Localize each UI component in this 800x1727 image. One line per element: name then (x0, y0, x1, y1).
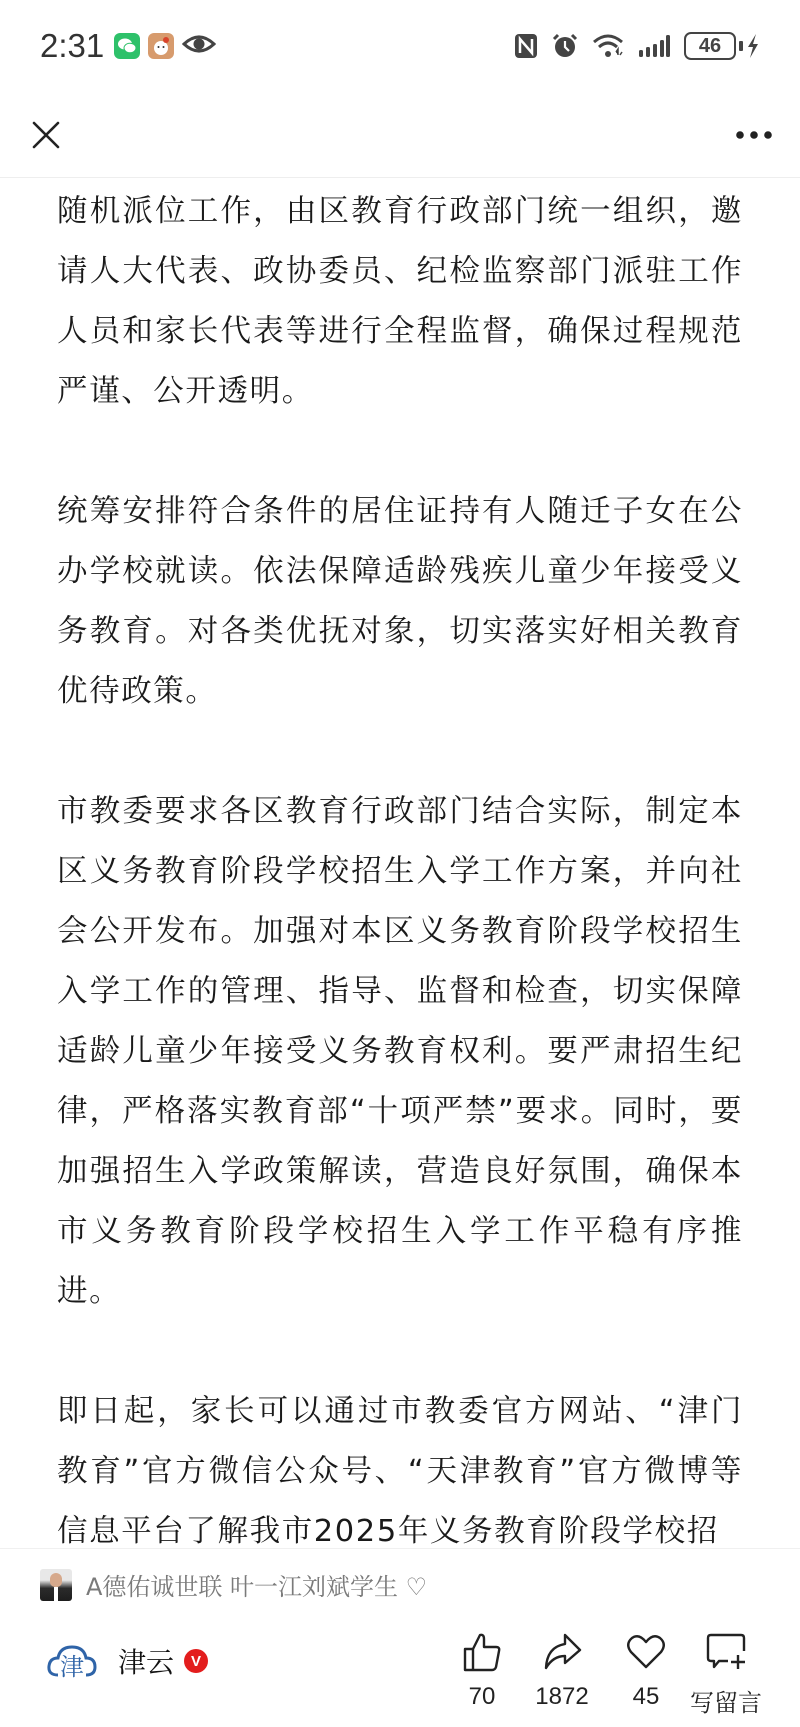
publisher-name: 津云 (118, 1646, 175, 1679)
nfc-icon (514, 33, 538, 59)
close-button[interactable] (24, 113, 68, 157)
article-body[interactable] (0, 178, 800, 1548)
mascot-app-icon (148, 33, 174, 59)
write-comment-button[interactable] (686, 1629, 766, 1718)
battery-level: 46 (684, 32, 736, 60)
battery-tip (739, 41, 743, 51)
share-count: 1872 (535, 1683, 589, 1710)
verified-badge: V (184, 1649, 208, 1673)
interaction-text: A德佑诚世联 叶一江刘斌学生 ♡ (86, 1573, 428, 1601)
more-button[interactable] (732, 113, 776, 157)
publisher[interactable] (46, 1641, 208, 1681)
publisher-logo-icon (46, 1641, 98, 1681)
eye-icon (182, 33, 216, 59)
thumbs-up-icon (463, 1632, 501, 1672)
heart-icon (626, 1634, 666, 1670)
more-icon (735, 130, 773, 140)
article-paragraph: 统筹安排符合条件的居住证持有人随迁子女在公办学校就读。依法保障适龄残疾儿童少年接受义务教育。对各类优抚对象，切实落实好相关教育优待政策。 (57, 494, 743, 709)
wechat-icon (114, 33, 140, 59)
action-bar (446, 1629, 766, 1718)
status-left (40, 27, 216, 65)
comment-add-icon (706, 1633, 746, 1671)
article-paragraph: 市教委要求各区教育行政部门结合实际，制定本区义务教育阶段学校招生入学工作方案，并向社会公开发布。加强对本区义务教育阶段学校招生入学工作的管理、指导、监督和检查，切实保障适龄儿童少年接受义务教育权利。要严肃招生纪律，严格落实教育部“十项严禁”要求。同时，要加强招生入学政策解读，营造良好氛围，确保本市义务教育阶段学校招生入学工作平稳有序推进。 (57, 794, 743, 1309)
article-paragraph: 随机派位工作，由区教育行政部门统一组织，邀请人大代表、政协委员、纪检监察部门派驻工作人员和家长代表等进行全程监督，确保过程规范严谨、公开透明。 (57, 194, 743, 409)
share-icon (542, 1633, 582, 1671)
recent-interaction[interactable] (40, 1567, 427, 1602)
wifi-icon (592, 33, 624, 59)
avatar (40, 1569, 72, 1601)
article-paragraph: 即日起，家长可以通过市教委官方网站、“津门教育”官方微信公众号、“天津教育”官方微博等信息平台了解我市2025年义务教育阶段学校招 (57, 1394, 743, 1548)
like-count: 70 (468, 1683, 496, 1710)
like-button[interactable] (446, 1629, 518, 1718)
nav-bar (0, 92, 800, 178)
favorite-button[interactable] (606, 1629, 686, 1718)
close-icon (32, 121, 60, 149)
status-right (514, 32, 760, 60)
bottom-bar (0, 1548, 800, 1727)
alarm-icon (552, 33, 578, 59)
svg-text:津: 津 (60, 1653, 84, 1681)
status-bar (0, 0, 800, 92)
write-comment-label: 写留言 (690, 1690, 762, 1717)
status-time: 2:31 (40, 27, 105, 64)
share-button[interactable] (518, 1629, 606, 1718)
battery-icon (684, 32, 760, 60)
signal-icon (638, 34, 670, 58)
charging-icon (746, 33, 760, 59)
favorite-count: 45 (632, 1683, 660, 1710)
